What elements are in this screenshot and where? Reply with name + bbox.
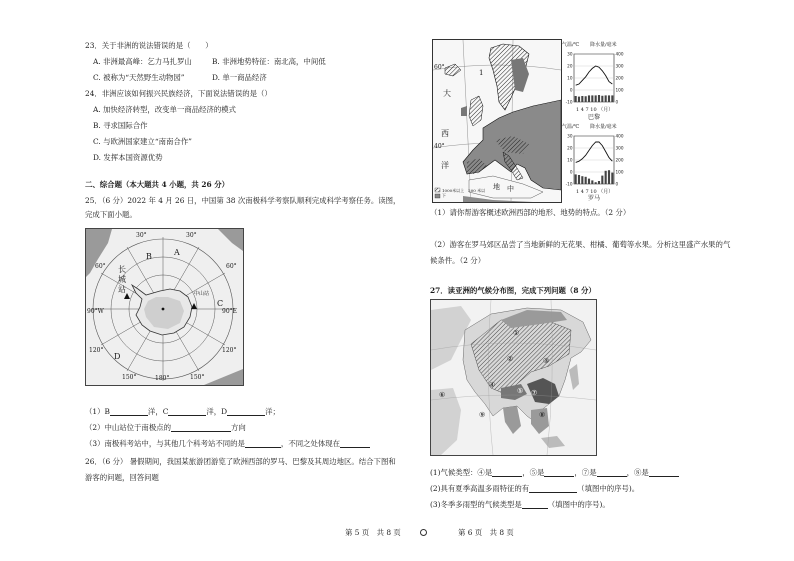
section-title: 二、综合题（本大题共 4 小题，共 26 分） — [85, 180, 229, 189]
page-footer-right: 第 6 页 共 8 页 — [458, 528, 514, 537]
q25-sub1-ocean1: 洋，C — [147, 407, 169, 416]
answer-blank-winter-rain[interactable] — [522, 500, 548, 509]
rome-precip-bar — [581, 176, 583, 184]
label-zone-1: ① — [513, 329, 520, 337]
rome-precip-tick-label: 300 — [615, 145, 624, 151]
page-footer-left: 第 5 页 共 8 页 — [345, 528, 401, 537]
label-changcheng-station: 长城站 — [118, 265, 126, 294]
label-d: D — [114, 352, 121, 361]
q23-option-c: C. 被称为“天然野生动物园” — [93, 73, 185, 82]
label-lon-60e: 60° — [226, 263, 237, 270]
q27-sub2-prefix: (2)具有夏季高温多雨特征的有 — [430, 484, 530, 493]
q27-sub3-prefix: (3)冬季多雨型的气候类型是 — [430, 500, 522, 509]
label-region-1: 1 — [479, 69, 484, 77]
q23-option-b: B. 非洲地势特征：南北高，中间低 — [212, 57, 326, 66]
label-lon-150e: 150° — [190, 374, 205, 381]
label-zhongshan-station: 中山站 — [194, 291, 210, 297]
paris-month-axis: 1 4 7 10 （月） — [576, 107, 614, 113]
label-lat-60: 60° — [434, 64, 445, 71]
q23-stem: 23．关于非洲的说法错误的是（ ） — [85, 41, 213, 50]
label-lon-150w: 150° — [122, 374, 137, 381]
paris-precip-bar — [611, 95, 613, 102]
label-zone-9: ⑨ — [479, 411, 486, 419]
label-atlantic-xi: 西 — [441, 129, 449, 138]
answer-blank-difference[interactable] — [340, 439, 370, 448]
rome-precip-bar — [608, 170, 610, 184]
paris-precip-tick-label: 0 — [615, 99, 619, 105]
rome-precip-bar — [585, 177, 587, 184]
paris-temp-axis-title: 气温/℃ — [562, 42, 580, 48]
q25-sub3-prefix: （3）南极科考站中，与其他几个科考站不同的是 — [85, 439, 245, 448]
q27-sub3 — [430, 500, 610, 509]
paris-precip-tick-label: 200 — [615, 75, 624, 81]
q26-sub2-line2: 候条件。（2 分） — [430, 256, 486, 265]
paris-chart-title: 巴黎 — [588, 114, 601, 121]
paris-precip-bar — [598, 95, 600, 102]
q26-sub1: （1）请你帮游客概述欧洲西部的地形、地势的特点。（2 分） — [430, 208, 631, 217]
q26-sub2-line1: （2）游客在罗马郊区品尝了当地新鲜的无花果、柑橘、葡萄等水果。分析这里盛产水果的气 — [430, 240, 731, 249]
paris-precip-bar — [595, 95, 597, 102]
europe-map-graphic — [433, 40, 561, 202]
label-lon-90w: 90°W — [87, 308, 104, 315]
paris-precip-bar — [591, 95, 593, 102]
q25-sub1-ocean2: 洋，D — [206, 407, 228, 416]
q27-sub2 — [430, 484, 639, 493]
rome-climate-chart — [562, 121, 634, 203]
label-zone-6: ⑥ — [439, 391, 446, 399]
paris-precip-bar — [601, 96, 603, 102]
rome-precip-axis-title: 降水量/毫米 — [590, 124, 617, 130]
antarctica-map — [85, 228, 244, 386]
q23-option-d: D. 单一商品经济 — [212, 73, 267, 82]
answer-blank-4[interactable] — [492, 468, 522, 477]
label-lon-30w: 30° — [136, 232, 147, 239]
q25-sub2-suffix: 方向 — [231, 423, 246, 432]
label-b: B — [146, 252, 152, 261]
rome-precip-bar — [575, 174, 577, 184]
rome-chart-title: 罗马 — [588, 195, 601, 202]
label-lon-120e: 120° — [222, 347, 237, 354]
q26-stem-line1: 26．（6 分） 暑假期间，我国某旅游团游览了欧洲西部的罗马、巴黎及其周边地区。结合下图和 — [85, 457, 396, 466]
label-zone-7: ⑦ — [531, 389, 538, 397]
label-lon-120w: 120° — [89, 347, 104, 354]
paris-temp-tick-label: 20 — [567, 63, 573, 69]
label-zone-5: ⑤ — [517, 387, 524, 395]
label-zone-3: ③ — [543, 357, 550, 365]
rome-temp-tick-label: 20 — [567, 145, 573, 151]
label-c: C — [217, 299, 224, 308]
rome-precip-bar — [598, 181, 600, 184]
answer-blank-station[interactable] — [245, 439, 281, 448]
q27-sub1-prefix: (1)气候类型：④是 — [430, 468, 493, 477]
rome-temp-tick-label: 0 — [569, 169, 573, 175]
rome-precip-tick-label: 100 — [615, 169, 624, 175]
paris-temp-tick-label: -10 — [565, 99, 573, 105]
answer-blank-8[interactable] — [649, 468, 679, 477]
label-zone-4: ④ — [489, 381, 496, 389]
answer-blank-b[interactable] — [110, 407, 148, 416]
q27-sub1-5: ，⑤是 — [522, 468, 545, 477]
rome-month-axis: 1 4 7 10 （月） — [576, 189, 614, 195]
q27-stem: 27．读亚洲的气候分布图，完成下列问题（8 分） — [430, 286, 596, 295]
label-lon-90e: 90°E — [222, 308, 238, 315]
rome-temp-axis-title: 气温/℃ — [562, 124, 580, 130]
q25-sub2-prefix: （2）中山站位于南极点的 — [85, 423, 172, 432]
answer-blank-direction[interactable] — [171, 423, 231, 432]
paris-temp-tick-label: 30 — [567, 51, 573, 57]
answer-blank-d[interactable] — [227, 407, 265, 416]
rome-precip-bar — [611, 173, 613, 184]
rome-precip-tick-label: 400 — [615, 133, 624, 139]
q27-sub1 — [430, 468, 679, 477]
q24-option-a: A. 加快经济转型，改变单一商品经济的模式 — [93, 105, 237, 114]
q24-stem: 24．非洲应该如何振兴民族经济，下面说法错误的是（） — [85, 89, 272, 98]
q24-option-d: D. 发挥本国资源优势 — [93, 153, 163, 162]
q24-option-b: B. 寻求国际合作 — [93, 121, 148, 130]
q25-sub3-suffix: ，不同之处体现在 — [280, 439, 341, 448]
paris-precip-tick-label: 300 — [615, 63, 624, 69]
binding-hole-icon — [420, 529, 427, 536]
paris-precip-bar — [585, 96, 587, 102]
rome-chart-svg — [562, 132, 634, 190]
q23-option-a: A. 非洲最高峰：乞力马扎罗山 — [93, 57, 192, 66]
label-a: A — [174, 248, 180, 257]
label-atlantic-yang: 洋 — [441, 161, 449, 170]
q26-stem-line2: 游客的问题，回答问题 — [85, 473, 159, 482]
paris-temp-tick-label: 0 — [569, 87, 573, 93]
paris-climate-chart — [562, 39, 634, 121]
paris-precip-bar — [588, 95, 590, 102]
map-legend: 1000米以上 200 米以下 — [442, 188, 486, 198]
answer-blank-7[interactable] — [597, 468, 627, 477]
rome-precip-bar — [578, 175, 580, 184]
label-zone-2: ② — [507, 355, 514, 363]
paris-precip-tick-label: 400 — [615, 51, 624, 57]
paris-chart-svg — [562, 50, 634, 108]
rome-temp-tick-label: 10 — [567, 157, 573, 163]
label-lon-180: 180° — [155, 375, 170, 382]
q25-sub1-ocean3: 洋； — [265, 407, 280, 416]
answer-blank-summer-rain[interactable] — [529, 484, 577, 493]
asia-climate-map — [430, 299, 597, 456]
q25-sub1-prefix: （1）B — [85, 407, 110, 416]
answer-blank-5[interactable] — [544, 468, 574, 477]
paris-precip-bar — [578, 97, 580, 102]
q25-sub1 — [85, 407, 280, 416]
q27-sub2-suffix: （填图中的序号)。 — [577, 484, 640, 493]
europe-map — [432, 39, 562, 203]
answer-blank-c[interactable] — [168, 407, 206, 416]
paris-precip-bar — [581, 96, 583, 102]
label-atlantic-da: 大 — [443, 89, 451, 98]
q24-option-c: C. 与欧洲国家建立“南南合作” — [93, 137, 192, 146]
q27-sub3-suffix: （填图中的序号)。 — [547, 500, 610, 509]
label-mediterranean-di: 地 — [493, 183, 500, 191]
q27-sub1-8: ，⑧是 — [626, 468, 649, 477]
q25-stem-line1: 25．（6 分）2022 年 4 月 26 日，中国第 38 次南极科学考察队顺利完成科学考察任务。读图， — [85, 196, 401, 205]
paris-precip-bar — [575, 96, 577, 102]
label-zone-8: ⑧ — [539, 411, 546, 419]
rome-precip-tick-label: 0 — [615, 181, 619, 187]
label-lat-40: 40° — [434, 143, 445, 150]
rome-temp-tick-label: 30 — [567, 133, 573, 139]
paris-precip-axis-title: 降水量/毫米 — [590, 42, 617, 48]
rome-precip-bar — [605, 171, 607, 184]
rome-precip-tick-label: 200 — [615, 157, 624, 163]
q25-sub2 — [85, 423, 246, 432]
rome-precip-bar — [595, 182, 597, 184]
q27-sub1-7: ，⑦是 — [574, 468, 597, 477]
paris-temp-tick-label: 10 — [567, 75, 573, 81]
q25-stem-line2: 完成下面小题。 — [85, 210, 137, 219]
paris-precip-bar — [608, 95, 610, 102]
rome-precip-bar — [601, 176, 603, 184]
label-mediterranean-zhong: 中 — [507, 185, 514, 193]
rome-temp-tick-label: -10 — [565, 181, 573, 187]
asia-map-graphic — [431, 300, 596, 455]
label-lon-60w: 60° — [95, 263, 106, 270]
paris-precip-bar — [605, 95, 607, 102]
rome-precip-bar — [588, 179, 590, 184]
label-lon-30e: 30° — [186, 232, 197, 239]
rome-precip-bar — [591, 180, 593, 184]
q25-sub3 — [85, 439, 370, 448]
paris-precip-tick-label: 100 — [615, 87, 624, 93]
